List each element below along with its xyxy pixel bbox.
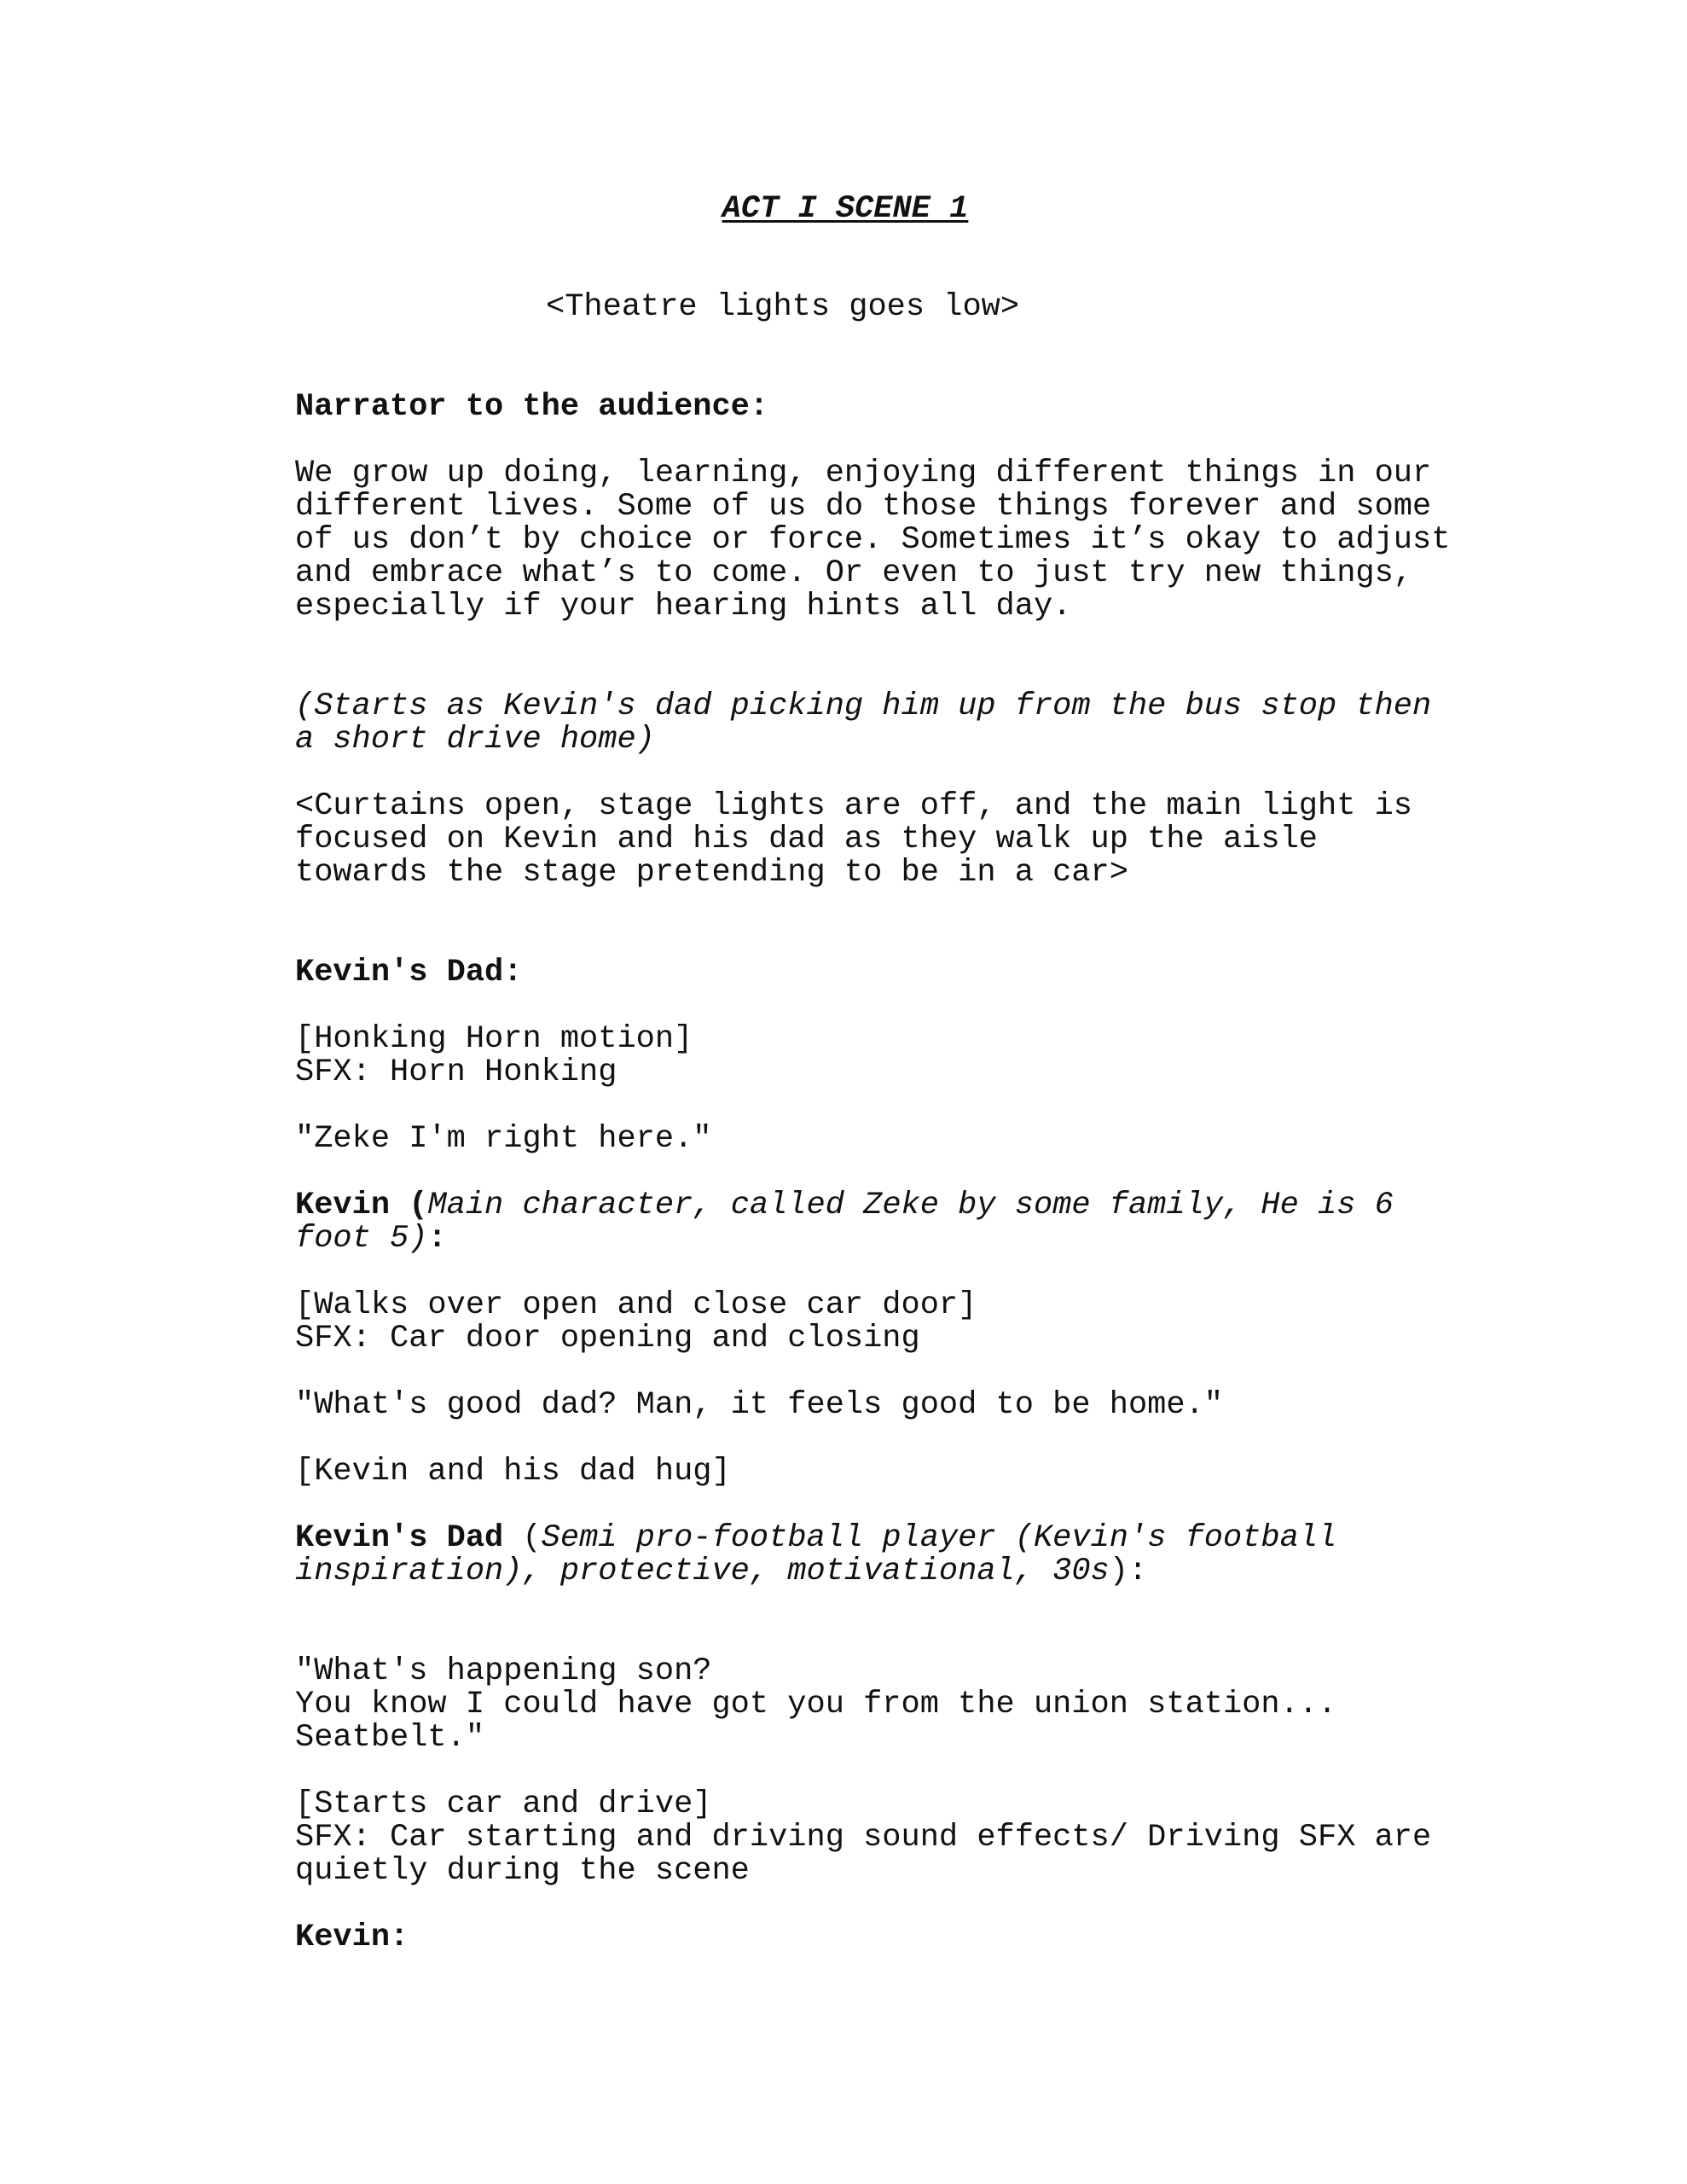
dad-description: Semi pro-football player (Kevin's football (541, 1520, 1337, 1556)
kevin-colon: : (427, 1221, 447, 1257)
theatre-lights-direction: <Theatre lights goes low> (546, 289, 1020, 325)
dialogue-line: You know I could have got you from the union station... (295, 1687, 1337, 1722)
monologue-line: different lives. Some of us do those things forever and some (295, 489, 1432, 525)
speaker-dad-intro (295, 1522, 1489, 1589)
dialogue-line: Seatbelt." (295, 1720, 485, 1756)
narrator-monologue (295, 457, 1489, 624)
monologue-line: and embrace what’s to come. Or even to just try new things, (295, 555, 1413, 591)
dad-paren-open: ( (503, 1520, 542, 1556)
sfx-line: quietly during the scene (295, 1853, 750, 1889)
kevin-name: Kevin ( (295, 1188, 428, 1223)
opening-stage-note (295, 690, 1489, 757)
script-body (295, 193, 1489, 1955)
dialogue-line: "Zeke I'm right here." (295, 1121, 712, 1157)
drive-direction (295, 1788, 1489, 1888)
curtains-direction (295, 790, 1489, 890)
speaker-kevin: Kevin: (295, 1920, 409, 1955)
hug-direction: [Kevin and his dad hug] (295, 1454, 731, 1490)
direction-line: [Walks over open and close car door] (295, 1287, 977, 1323)
dialogue-line: "What's happening son? (295, 1653, 712, 1689)
kevin-description: Main character, called Zeke by some family, He is 6 (427, 1188, 1394, 1223)
dad-description: inspiration), protective, motivational, 30s (295, 1554, 1110, 1589)
direction-line: <Curtains open, stage lights are off, and the main light is (295, 788, 1413, 824)
speaker-kevins-dad: Kevin's Dad: (295, 955, 523, 990)
scene-title: ACT I SCENE 1 (722, 191, 969, 227)
direction-line: towards the stage pretending to be in a car> (295, 855, 1128, 891)
direction-line: focused on Kevin and his dad as they walk up the aisle (295, 822, 1318, 857)
kevin-description: foot 5) (295, 1221, 428, 1257)
dad-dialogue (295, 1655, 1489, 1755)
car-door-direction (295, 1289, 1489, 1356)
stage-note-line: (Starts as Kevin's dad picking him up from the bus stop then (295, 688, 1432, 724)
dialogue-line: "What's good dad? Man, it feels good to be home." (295, 1387, 1223, 1423)
dad-name: Kevin's Dad (295, 1520, 504, 1556)
stage-note-line: a short drive home) (295, 722, 655, 758)
sfx-line: SFX: Horn Honking (295, 1054, 617, 1090)
sfx-line: SFX: Car starting and driving sound effects/ Driving SFX are (295, 1820, 1432, 1856)
narrator-label: Narrator to the audience: (295, 389, 769, 425)
honking-direction (295, 1023, 1489, 1089)
direction-line: [Starts car and drive] (295, 1786, 712, 1822)
monologue-line: We grow up doing, learning, enjoying different things in our (295, 456, 1432, 491)
sfx-line: SFX: Car door opening and closing (295, 1321, 920, 1356)
monologue-line: of us don’t by choice or force. Sometimes it’s okay to adjust (295, 522, 1451, 558)
monologue-line: especially if your hearing hints all day. (295, 589, 1072, 624)
dad-paren-close: ): (1109, 1554, 1148, 1589)
direction-line: [Honking Horn motion] (295, 1021, 693, 1057)
speaker-kevin-intro (295, 1189, 1489, 1256)
